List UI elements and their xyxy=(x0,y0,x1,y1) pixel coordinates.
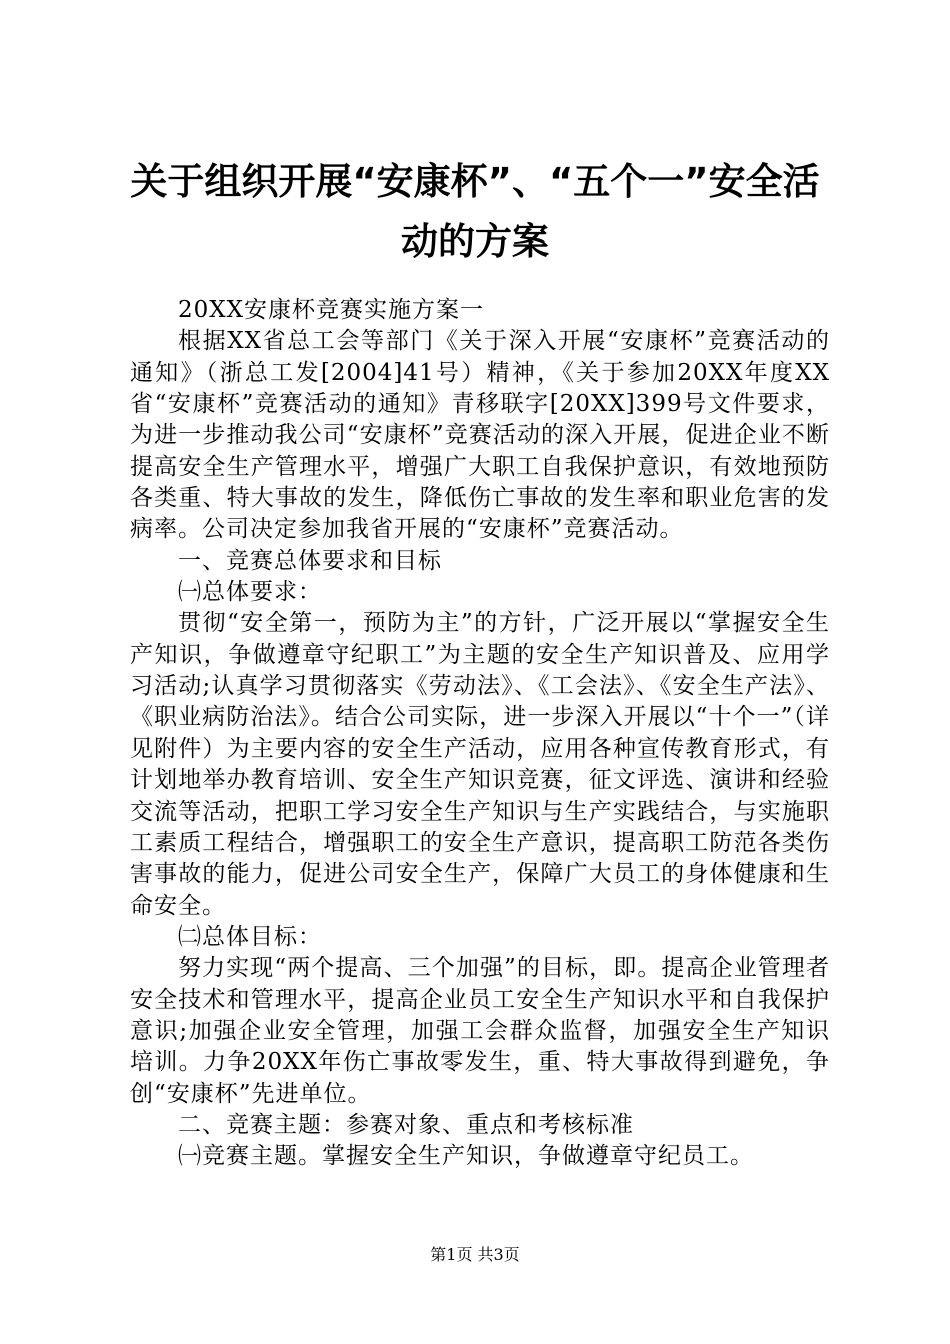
section-heading-2: 二、竞赛主题：参赛对象、重点和考核标准 xyxy=(178,1111,634,1138)
document-title-line-2: 动的方案 xyxy=(401,220,549,263)
page-footer: 第1页 共3页 xyxy=(430,1245,520,1264)
paragraph-background: 根据XX省总工会等部门《关于深入开展“安康杯”竞赛活动的通知》（浙总工发[2004]41号）精神，《关于参加20XX年度XX省“安康杯”竞赛活动的通知》青移联字[20XX]399号文件要求，为进一步推动我公司“安康杯”竞赛活动的深入开展，促进企业不断提高安全生产管理水平，增强广大职工自我保护意识，有效地预防各类重、特大事故的发生，降低伤亡事故的发生率和职业危害的发病率。公司决定参加我省开展的“安康杯”竞赛活动。 xyxy=(130,328,830,543)
paragraph-plan-subtitle: 20XX安康杯竞赛实施方案一 xyxy=(178,297,485,323)
subheading-overall-goals: ㈡总体目标： xyxy=(178,923,322,950)
subheading-overall-requirements: ㈠总体要求： xyxy=(178,579,322,606)
paragraph-requirements: 贯彻“安全第一，预防为主”的方针，广泛开展以“掌握安全生产知识，争做遵章守纪职工”为主题的安全生产知识普及、应用学习活动;认真学习贯彻落实《劳动法》、《工会法》、《安全生产法》、《职业病防治法》。结合公司实际，进一步深入开展以“十个一”（详见附件）为主要内容的安全生产活动，应用各种宣传教育形式，有计划地举办教育培训、安全生产知识竞赛，征文评选、演讲和经验交流等活动，把职工学习安全生产知识与生产实践结合，与实施职工素质工程结合，增强职工的安全生产意识，提高职工防范各类伤害事故的能力，促进公司安全生产，保障广大员工的身体健康和生命安全。 xyxy=(130,610,830,919)
document-title-line-1: 关于组织开展“安康杯”、“五个一”安全活 xyxy=(130,160,820,203)
paragraph-goals: 努力实现“两个提高、三个加强”的目标，即。提高企业管理者安全技术和管理水平，提高企业员工安全生产知识水平和自我保护意识;加强企业安全管理，加强工会群众监督，加强安全生产知识培训。力争20XX年伤亡事故零发生，重、特大事故得到避免，争创“安康杯”先进单位。 xyxy=(130,955,830,1107)
paragraph-competition-theme: ㈠竞赛主题。掌握安全生产知识，争做遵章守纪员工。 xyxy=(178,1143,754,1170)
document-body xyxy=(130,295,830,1173)
section-heading-1: 一、竞赛总体要求和目标 xyxy=(178,547,442,574)
